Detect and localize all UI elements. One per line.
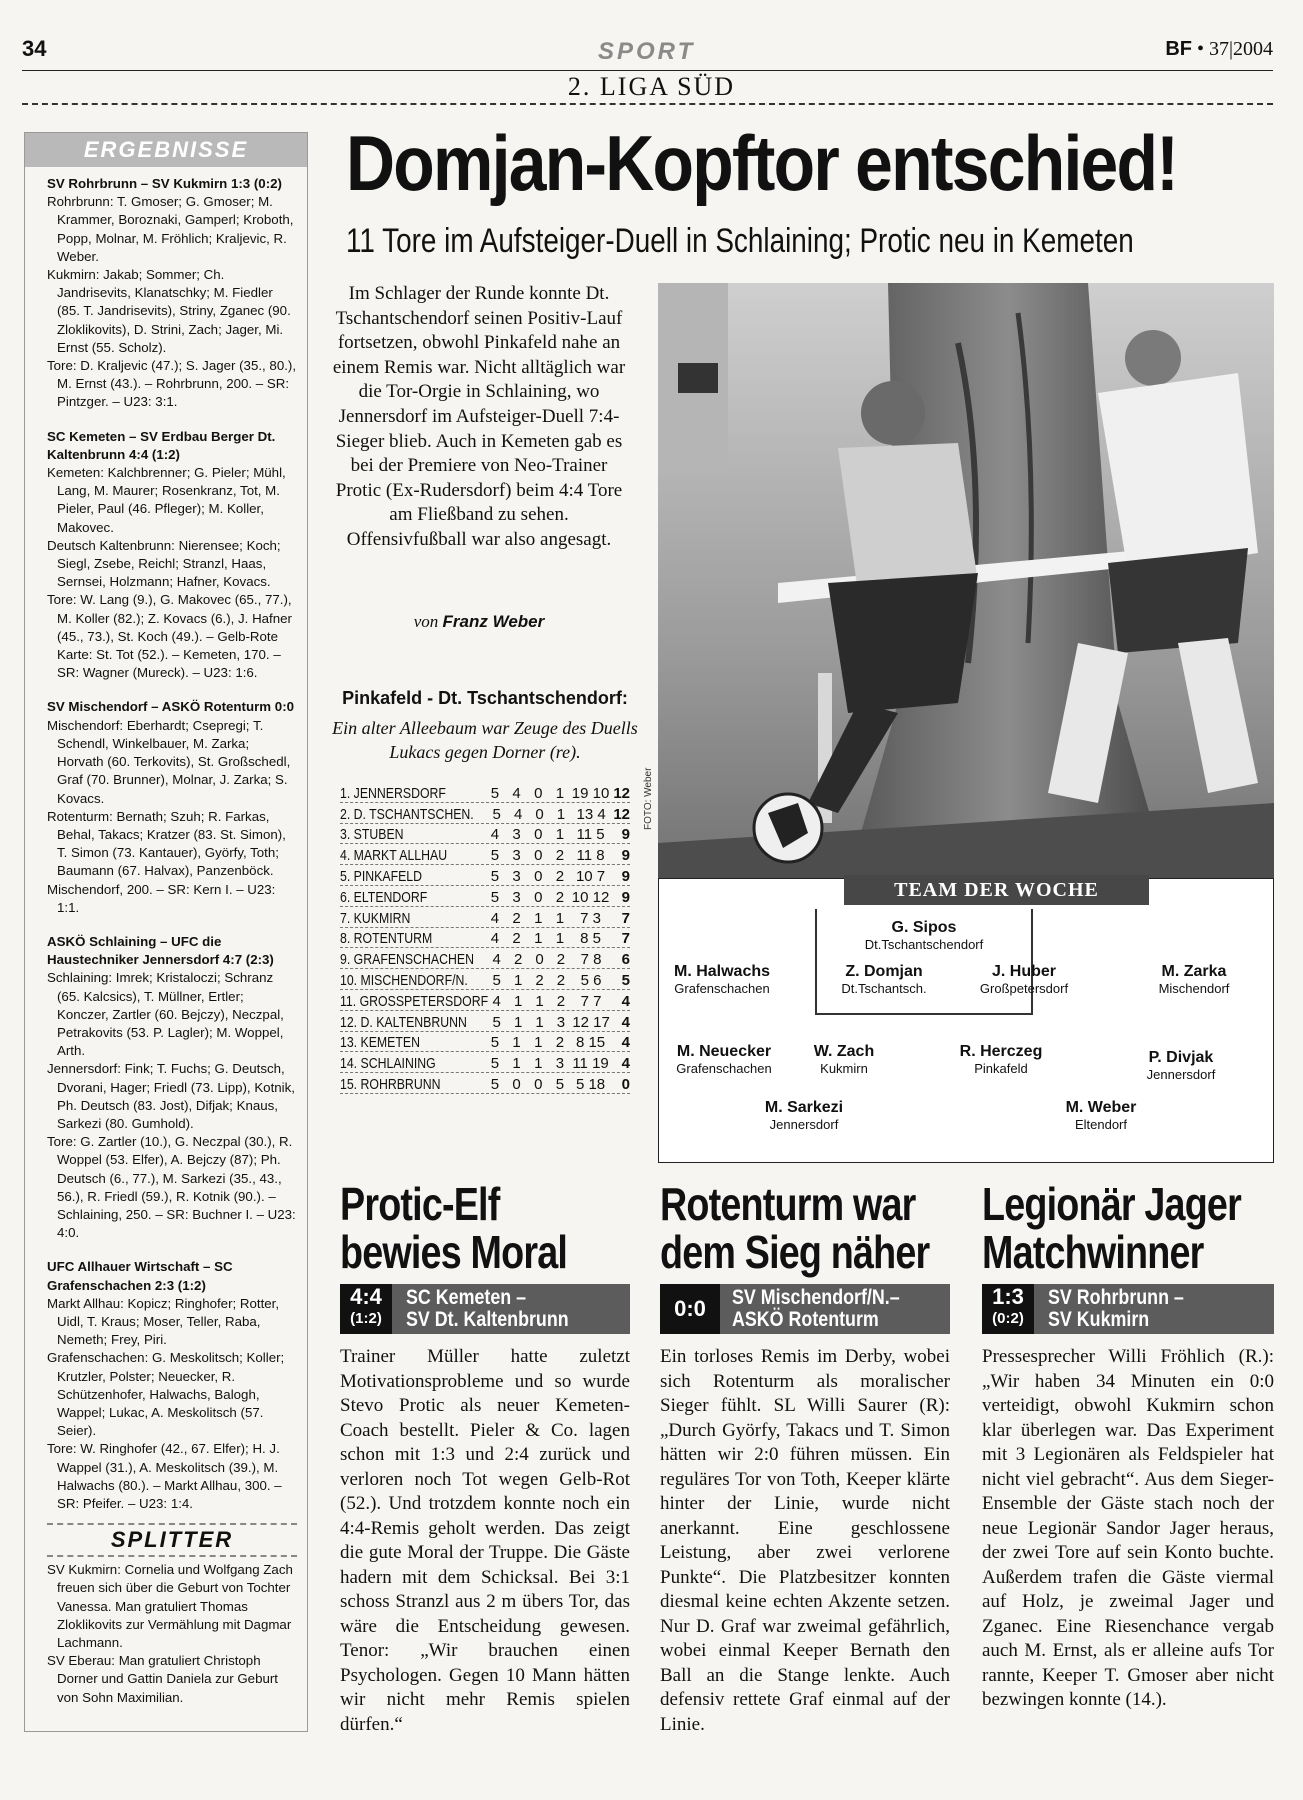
player-club: Dt.Tschantschendorf <box>864 937 984 952</box>
player-name: M. Zarka <box>1161 963 1227 980</box>
byline-author: Franz Weber <box>442 612 545 631</box>
player-defender <box>647 963 797 996</box>
match-line: Deutsch Kaltenbrunn: Nierensee; Koch; Siegl, Zsebe, Reichl; Stranzl, Haas, Sernsei, Holzmann; Hafner, Kovacs. <box>47 537 281 590</box>
final-score: 1:3 <box>992 1284 1024 1309</box>
standings-draws: 0 <box>534 784 543 802</box>
player-club: Grafenschachen <box>674 981 770 996</box>
standings-wins: 3 <box>512 888 521 906</box>
standings-team: 8. ROTENTURM <box>340 930 433 948</box>
team-away: ASKÖ Rotenturm <box>732 1308 879 1331</box>
standings-team: 10. MISCHENDORF/N. <box>340 971 468 989</box>
photo-caption-title: Pinkafeld - Dt. Tschantschendorf: <box>342 688 628 708</box>
article-headline <box>340 1180 567 1276</box>
standings-row <box>340 1032 630 1053</box>
match-title: SC Kemeten – SV Erdbau Berger Dt. Kaltenbrunn 4:4 (1:2) <box>47 428 276 462</box>
standings-draws: 1 <box>534 1055 543 1073</box>
standings-games: 5 <box>490 1075 500 1093</box>
standings-goals: 8 5 <box>580 930 601 948</box>
player-club: Dt.Tschantsch. <box>841 981 927 996</box>
player-midfielder <box>1106 1049 1256 1082</box>
header-dashed-rule <box>22 103 1273 105</box>
match-photo <box>658 283 1274 903</box>
standings-row <box>340 886 630 907</box>
standings-points: 12 <box>613 784 631 802</box>
team-away: SV Dt. Kaltenbrunn <box>406 1308 569 1331</box>
standings-goals: 5 6 <box>580 971 602 989</box>
standings-wins: 0 <box>512 1075 521 1093</box>
standings-losses: 2 <box>555 1034 565 1052</box>
standings-losses: 2 <box>556 951 566 969</box>
standings-wins: 2 <box>513 951 523 969</box>
article-headline-line: Rotenturm war <box>660 1178 916 1230</box>
standings-row <box>340 803 630 824</box>
standings-losses: 1 <box>556 805 566 823</box>
standings-row <box>340 948 630 969</box>
standings-points: 4 <box>621 1013 630 1031</box>
issue-number: • 37|2004 <box>1196 38 1273 60</box>
standings-points: 9 <box>621 847 631 865</box>
standings-losses: 1 <box>555 784 565 802</box>
standings-row <box>340 907 630 928</box>
standings-points: 9 <box>621 867 631 885</box>
match-line: Kukmirn: Jakab; Sommer; Ch. Jandrisevits, Klanatschky; M. Fiedler (85. T. Jandrisevits), Striny, Zganec (90. Zloklikovits), D. Strini, Zach; Jager, Mi. Ernst (55. Scholz). <box>47 267 291 355</box>
player-club: Jennersdorf <box>1146 1067 1216 1082</box>
photo-caption: Ein alter Alleebaum war Zeuge des Duells Lukacs gegen Dorner (re). <box>332 718 638 762</box>
standings-games: 4 <box>492 951 501 969</box>
standings-team: 1. JENNERSDORF <box>340 784 446 802</box>
standings-goals: 11 8 <box>576 847 605 865</box>
standings-games: 5 <box>490 784 500 802</box>
standings-games: 5 <box>492 1013 501 1031</box>
player-name: R. Herczeg <box>959 1043 1043 1060</box>
standings-goals: 11 19 <box>572 1055 609 1073</box>
standings-losses: 2 <box>556 992 566 1010</box>
score-box <box>660 1284 720 1334</box>
team-of-the-week <box>658 878 1274 1163</box>
match-line: Rohrbrunn: T. Gmoser; G. Gmoser; M. Krammer, Boroznaki, Gamperl; Kroboth, Popp, Molnar, M. Fröhlich; Kraljevic, R. Weber. <box>47 194 294 264</box>
player-name: P. Divjak <box>1148 1049 1214 1066</box>
match-title: ASKÖ Schlaining – UFC die Haustechniker Jennersdorf 4:7 (2:3) <box>47 933 274 968</box>
player-name: W. Zach <box>813 1043 875 1060</box>
standings-row <box>340 865 630 886</box>
standings-games: 5 <box>492 971 501 989</box>
article-headline-line: bewies Moral <box>340 1226 568 1278</box>
match-line: Kemeten: Kalchbrenner; G. Pieler; Mühl, Lang, M. Maurer; Rosenkranz, Tot, M. Pieler, Paul (46. Pfleger); M. Koller, Makovec. <box>47 465 286 535</box>
player-name: M. Sarkezi <box>764 1099 844 1116</box>
score-box <box>340 1284 392 1334</box>
standings-points: 4 <box>621 1055 631 1073</box>
header-rule <box>22 70 1273 71</box>
match-title: SV Rohrbrunn – SV Kukmirn 1:3 (0:2) <box>47 176 282 191</box>
standings-row <box>340 1073 630 1094</box>
player-forward <box>1026 1099 1176 1132</box>
article-body: Trainer Müller hatte zuletzt Motivationsprobleme und so wurde Stevo Protic als neuer Kemeten-Coach bestellt. Pieler & Co. lagen schon mit 1:3 und 2:4 zurück und verloren noch Tot wegen Gelb-Rot (52.). Und trotzdem konnte noch ein 4:4-Remis geholt werden. Das zeigt die gute Moral der Truppe. Die Gäste hadern mit dem Schicksal. Bei 3:1 schoss Stranzl aus 2 m übers Tor, das wäre die Entscheidung gewesen. Tenor: „Wir brauchen einen Psychologen. Gegen 10 Mann hätten wir nicht mehr Remis spielen dürfen.“ <box>340 1346 630 1735</box>
standings-losses: 1 <box>555 826 565 844</box>
standings-losses: 2 <box>555 867 565 885</box>
standings-losses: 2 <box>555 888 565 906</box>
issue-info <box>1165 38 1273 61</box>
standings-draws: 1 <box>534 930 543 948</box>
standings-losses: 1 <box>555 909 565 927</box>
standings-wins: 3 <box>512 847 521 865</box>
splitter-item: SV Eberau: Man gratuliert Christoph Dorner und Gattin Daniela zur Geburt von Sohn Maximilian. <box>47 1653 278 1705</box>
standings-draws: 0 <box>534 888 543 906</box>
player-defender <box>1119 963 1269 996</box>
splitter-item: SV Kukmirn: Cornelia und Wolfgang Zach freuen sich über die Geburt von Tochter Vanessa. Man gratuliert Thomas Zloklikovits zur Vermählung mit Dagmar Lachmann. <box>47 1562 293 1651</box>
standings-losses: 5 <box>555 1075 565 1093</box>
standings-team: 2. D. TSCHANTSCHEN. <box>340 805 474 823</box>
team-home: SV Rohrbrunn – <box>1048 1286 1184 1309</box>
article-headline-line: Legionär Jager <box>982 1178 1241 1230</box>
standings-losses: 1 <box>555 930 565 948</box>
standings-losses: 3 <box>556 1013 566 1031</box>
photo-credit: FOTO: Weber <box>643 767 654 830</box>
sub-headline: 11 Tore im Aufsteiger-Duell in Schlaining; Protic neu in Kemeten <box>346 222 1134 260</box>
match-line: Tore: D. Kraljevic (47.); S. Jager (35., 80.), M. Ernst (43.). – Rohrbrunn, 200. – SR: Pintzger. – U23: 3:1. <box>47 358 297 410</box>
article-headline <box>660 1180 929 1276</box>
standings-wins: 4 <box>513 805 523 823</box>
standings-games: 5 <box>490 867 500 885</box>
standings-wins: 1 <box>512 1055 521 1073</box>
article-score-bar <box>982 1284 1274 1334</box>
standings-games: 5 <box>490 1034 500 1052</box>
standings-goals: 13 4 <box>576 805 606 823</box>
standings-points: 5 <box>621 971 630 989</box>
match-line: Tore: W. Ringhofer (42., 67. Elfer); H. J. Wappel (31.), A. Meskolitsch (39.), M. Halwachs (80.). – Markt Allhau, 300. – SR: Pfeifer. – U23: 1:4. <box>47 1441 282 1512</box>
standings-games: 5 <box>492 805 501 823</box>
player-name: M. Neuecker <box>676 1043 772 1060</box>
player-goalkeeper <box>849 919 999 952</box>
standings-points: 12 <box>613 805 630 823</box>
intro-text: Im Schlager der Runde konnte Dt. Tschantschendorf seinen Positiv-Lauf fortsetzen, obwohl Pinkafeld nahe an einem Remis war. Nicht alltäglich war die Tor-Orgie in Schlaining, wo Jennersdorf im Aufsteiger-Duell 7:4-Sieger blieb. Auch in Kemeten gab es bei der Premiere von Neo-Trainer Protic (Ex-Rudersdorf) beim 4:4 Tore am Fließband zu sehen. Offensivfußball war also angesagt. <box>332 283 626 550</box>
standings-losses: 2 <box>555 847 565 865</box>
standings-draws: 1 <box>534 1034 543 1052</box>
match-line: Tore: G. Zartler (10.), G. Neczpal (30.), R. Woppel (53. Elfer), A. Bejczy (87); Ph. Deutsch (6., 77.), M. Sarkezi (35., 43., 56.), R. Friedl (59.), R. Kotnik (90.). – Schlaining, 250. – SR: Buchner I. – U23: 4:0. <box>47 1134 296 1241</box>
standings-table <box>340 782 630 1094</box>
half-time-score: (1:2) <box>350 1310 382 1327</box>
standings-team: 7. KUKMIRN <box>340 909 411 927</box>
standings-row <box>340 844 630 865</box>
match-title: UFC Allhauer Wirtschaft – SC Grafenschachen 2:3 (1:2) <box>47 1259 233 1293</box>
standings-row <box>340 928 630 949</box>
standings-goals: 7 8 <box>580 951 602 969</box>
standings-draws: 1 <box>535 992 544 1010</box>
match-line: Mischendorf, 200. – SR: Kern I. – U23: 1:1. <box>47 881 276 915</box>
standings-draws: 2 <box>535 971 544 989</box>
standings-row <box>340 824 630 845</box>
standings-goals: 10 12 <box>571 888 610 906</box>
standings-points: 7 <box>621 930 631 948</box>
team-away: SV Kukmirn <box>1048 1308 1150 1331</box>
standings-points: 9 <box>621 888 631 906</box>
standings-games: 4 <box>490 909 500 927</box>
standings-wins: 2 <box>512 930 521 948</box>
player-name: G. Sipos <box>891 919 957 936</box>
standings-team: 14. SCHLAINING <box>340 1055 436 1073</box>
team-home: SV Mischendorf/N.– <box>732 1286 900 1309</box>
results-body <box>25 167 307 1707</box>
standings-wins: 3 <box>512 867 521 885</box>
match-line: Markt Allhau: Kopicz; Ringhofer; Rotter, Uidl, T. Kraus; Moser, Teller, Raba, Nemeth; Frey, Piri. <box>47 1295 280 1348</box>
standings-team: 6. ELTENDORF <box>340 888 428 906</box>
paper-name: BF <box>1165 38 1192 60</box>
article-teams <box>406 1287 569 1331</box>
standings-row <box>340 1011 630 1032</box>
standings-row <box>340 969 630 990</box>
byline <box>330 612 628 632</box>
article-score-bar <box>340 1284 630 1334</box>
standings-goals: 8 15 <box>575 1034 606 1052</box>
standings-games: 5 <box>490 1055 500 1073</box>
player-club: Pinkafeld <box>974 1061 1028 1076</box>
soccer-photo-image <box>658 283 1274 903</box>
article-headline-line: Protic-Elf <box>340 1178 500 1230</box>
standings-team: 4. MARKT ALLHAU <box>340 847 448 865</box>
standings-games: 4 <box>490 930 500 948</box>
results-heading: ERGEBNISSE <box>25 133 307 167</box>
player-forward <box>729 1099 879 1132</box>
half-time-score: (0:2) <box>992 1310 1024 1327</box>
standings-row <box>340 782 630 803</box>
match-line: Rotenturm: Bernath; Szuh; R. Farkas, Behal, Takacs; Kratzer (83. St. Simon), T. Simon (73. Kantauer), Györfy, Toth; Baumann (67. Halvax), Panzenböck. <box>47 808 286 879</box>
standings-points: 4 <box>621 992 630 1010</box>
standings-wins: 4 <box>512 784 521 802</box>
standings-wins: 1 <box>513 992 523 1010</box>
match-line: Tore: W. Lang (9.), G. Makovec (65., 77.), M. Koller (82.); Z. Kovacs (6.), J. Hafner (45., 73.), St. Koch (49.). – Gelb-Rote Karte: St. Tot (52.). – Kemeten, 170. – SR: Wagner (Mureck). – U23: 1:6. <box>47 592 292 681</box>
standings-games: 4 <box>490 826 500 844</box>
player-name: Z. Domjan <box>845 963 923 980</box>
standings-losses: 2 <box>556 971 566 989</box>
standings-row <box>340 990 630 1011</box>
byline-prefix: von <box>413 612 439 631</box>
final-score: 0:0 <box>674 1296 706 1321</box>
standings-team: 9. GRAFENSCHACHEN <box>340 951 474 969</box>
standings-wins: 1 <box>513 971 523 989</box>
standings-draws: 0 <box>534 847 543 865</box>
standings-games: 4 <box>492 992 501 1010</box>
player-club: Eltendorf <box>1074 1117 1128 1132</box>
standings-draws: 0 <box>534 1075 543 1093</box>
team-title: TEAM DER WOCHE <box>844 875 1149 905</box>
section-label: SPORT <box>598 38 696 65</box>
standings-goals: 11 5 <box>576 826 605 844</box>
standings-points: 4 <box>621 1034 631 1052</box>
page-number: 34 <box>22 36 47 61</box>
standings-wins: 3 <box>512 826 521 844</box>
standings-draws: 0 <box>535 805 544 823</box>
standings-team: 11. GROSSPETERSDORF <box>340 992 489 1010</box>
league-title: 2. LIGA SÜD <box>567 72 736 101</box>
final-score: 4:4 <box>350 1284 382 1309</box>
standings-draws: 1 <box>534 909 543 927</box>
standings-goals: 12 17 <box>572 1013 610 1031</box>
standings-wins: 1 <box>513 1013 523 1031</box>
standings-draws: 0 <box>535 951 544 969</box>
standings-goals: 10 7 <box>575 867 606 885</box>
standings-draws: 0 <box>534 826 543 844</box>
standings-team: 13. KEMETEN <box>340 1034 420 1052</box>
standings-points: 6 <box>621 951 630 969</box>
article-body: Pressesprecher Willi Fröhlich (R.): „Wir haben 34 Minuten ein 0:0 verteidigt, obwohl Kukmirn schon klar überlegen war. Das Experiment mit 3 Legionären als Feldspieler hat nicht viel gebracht“. Aus dem Sieger-Ensemble der Gäste stach noch der neue Legionär Sandor Jager heraus, der zwei Tore auf sein Konto buchte. Außerdem trafen die Gäste viermal auf Holz, je zweimal Jager und Zganec. Eine Riesenchance vergab auch M. Ernst, als er alleine aufs Tor rannte, Keeper T. Gmoser aber nicht bezwingen konnte (14.). <box>982 1346 1274 1710</box>
standings-team: 15. ROHRBRUNN <box>340 1075 441 1093</box>
article-headline-line: dem Sieg näher <box>660 1226 930 1278</box>
standings-row <box>340 1052 630 1073</box>
article-headline-line: Matchwinner <box>982 1226 1204 1278</box>
standings-team: 5. PINKAFELD <box>340 867 423 885</box>
article-teams <box>732 1287 900 1331</box>
player-club: Kukmirn <box>820 1061 868 1076</box>
standings-wins: 1 <box>512 1034 521 1052</box>
match-line: Mischendorf: Eberhardt; Csepregi; T. Schendl, Winkelbauer, M. Zarka; Horvath (60. Terkovits), St. Großschedl, Graf (70. Brunner), Molnar, J. Zarka; S. Kovacs. <box>47 717 291 806</box>
player-midfielder <box>769 1043 919 1076</box>
standings-goals: 19 10 <box>571 784 610 802</box>
standings-points: 0 <box>621 1075 631 1093</box>
player-club: Jennersdorf <box>769 1117 839 1132</box>
standings-goals: 5 18 <box>575 1075 606 1093</box>
player-name: M. Weber <box>1065 1099 1137 1116</box>
team-home: SC Kemeten – <box>406 1286 527 1309</box>
player-club: Großpetersdorf <box>979 981 1069 996</box>
article-headline <box>982 1180 1241 1276</box>
standings-draws: 0 <box>534 867 543 885</box>
player-midfielder <box>926 1043 1076 1076</box>
standings-team: 12. D. KALTENBRUNN <box>340 1013 467 1031</box>
article-score-bar <box>660 1284 950 1334</box>
standings-wins: 2 <box>512 909 521 927</box>
player-club: Mischendorf <box>1158 981 1230 996</box>
match-line: Jennersdorf: Fink; T. Fuchs; G. Deutsch, Dvorani, Hager; Friedl (73. Lipp), Kotnik, Ph. Deutsch (83. Jost), Difjak; Knaus, Sarkezi (80. Gumhold). <box>47 1061 295 1131</box>
player-name: M. Halwachs <box>673 963 771 980</box>
match-title: SV Mischendorf – ASKÖ Rotenturm 0:0 <box>47 699 295 715</box>
player-defender <box>949 963 1099 996</box>
standings-points: 7 <box>621 909 631 927</box>
match-line: Grafenschachen: G. Meskolitsch; Koller; Krutzler, Polster; Neuecker, R. Schützenhofer, Halwachs, Balogh, Wappel; Lukac, A. Meskolitsch (57. Seier). <box>47 1350 285 1439</box>
main-headline: Domjan-Kopftor entschied! <box>346 119 1178 207</box>
results-column <box>24 132 308 1732</box>
standings-points: 9 <box>621 826 631 844</box>
standings-goals: 7 3 <box>580 909 601 927</box>
match-line: Schlaining: Imrek; Kristaloczi; Schranz (65. Kalcsics), T. Müllner, Ertler; Konczer, Zartler (60. Bejczy), Neczpal, Petrakovits (53. P. Lagler); M. Woppel, Arth. <box>47 970 284 1059</box>
player-name: J. Huber <box>991 963 1056 980</box>
standings-games: 5 <box>490 847 500 865</box>
player-defender <box>809 963 959 996</box>
standings-games: 5 <box>490 888 500 906</box>
splitter-heading: SPLITTER <box>47 1523 297 1557</box>
player-club: Grafenschachen <box>676 1061 772 1076</box>
standings-team: 3. STUBEN <box>340 826 404 844</box>
score-box <box>982 1284 1034 1334</box>
standings-losses: 3 <box>555 1055 565 1073</box>
standings-draws: 1 <box>535 1013 544 1031</box>
article-teams <box>1048 1287 1184 1331</box>
standings-goals: 7 7 <box>580 992 602 1010</box>
article-body: Ein torloses Remis im Derby, wobei sich Rotenturm als moralischer Sieger fühlt. SL Willi Saurer (R): „Durch Györfy, Takacs und T. Simon hätten wir 2:0 führen müssen. Ein reguläres Tor von Toth, Keeper klärte hinter der Linie, wurde nicht anerkannt. Eine geschlossene Leistung, aber zwei verlorene Punkte“. Die Platzbesitzer konnten diesmal keine echten Akzente setzen. Nur D. Graf war zweimal gefährlich, wobei einmal Keeper Bernath den Ball an die Stange lenkte. Auch defensiv rettete Graf einmal auf der Linie. <box>660 1346 950 1735</box>
